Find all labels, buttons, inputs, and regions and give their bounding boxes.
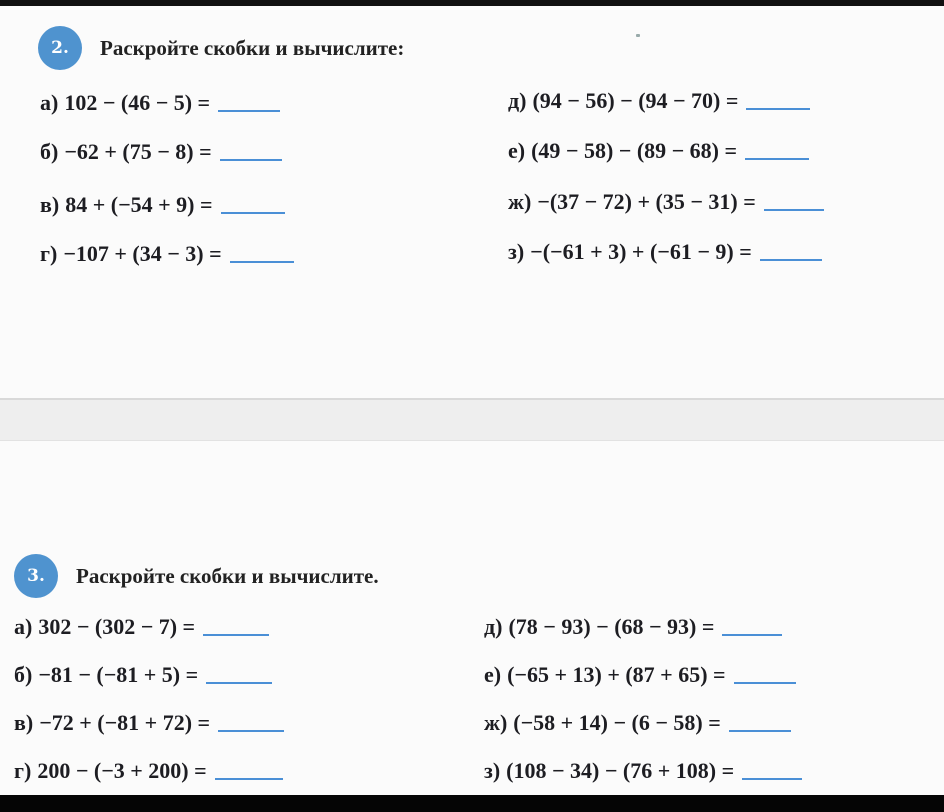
answer-blank[interactable]	[215, 778, 283, 780]
exercise-expression: 102 − (46 − 5) =	[64, 90, 211, 115]
answer-blank[interactable]	[764, 209, 824, 211]
exercise-letter: д)	[508, 88, 527, 113]
exercise-expression: (94 − 56) − (94 − 70) =	[532, 88, 739, 113]
answer-blank[interactable]	[218, 110, 280, 112]
exercise-letter: а)	[14, 614, 33, 639]
exercise-letter: г)	[14, 758, 32, 783]
exercise-letter: е)	[508, 138, 526, 163]
bottom-edge	[0, 795, 944, 812]
exercise-letter: е)	[484, 662, 502, 687]
answer-blank[interactable]	[734, 682, 796, 684]
task-2-exercise-b	[40, 139, 282, 165]
answer-blank[interactable]	[220, 159, 282, 161]
answer-blank[interactable]	[218, 730, 284, 732]
exercise-letter: ж)	[508, 189, 532, 214]
exercise-expression: (78 − 93) − (68 − 93) =	[508, 614, 715, 639]
exercise-letter: з)	[508, 239, 525, 264]
top-edge	[0, 0, 944, 6]
task-3-exercise-e	[484, 662, 796, 688]
exercise-expression: (−58 + 14) − (6 − 58) =	[513, 710, 721, 735]
exercise-expression: −(37 − 72) + (35 − 31) =	[537, 189, 756, 214]
exercise-expression: (49 − 58) − (89 − 68) =	[531, 138, 738, 163]
task-3-exercise-zh	[484, 710, 791, 736]
exercise-expression: −62 + (75 − 8) =	[64, 139, 212, 164]
task-2-exercise-z	[508, 239, 822, 265]
exercise-expression: 302 − (302 − 7) =	[38, 614, 196, 639]
exercise-letter: в)	[40, 192, 60, 217]
exercise-letter: а)	[40, 90, 59, 115]
task-3-exercise-v	[14, 710, 284, 736]
answer-blank[interactable]	[722, 634, 782, 636]
exercise-expression: −81 − (−81 + 5) =	[38, 662, 199, 687]
task-2-exercise-d	[508, 88, 810, 114]
task-3-exercise-g	[14, 758, 283, 784]
exercise-letter: д)	[484, 614, 503, 639]
page-divider	[0, 398, 944, 441]
task-3-exercise-a	[14, 614, 269, 640]
exercise-expression: 84 + (−54 + 9) =	[65, 192, 213, 217]
task-2-exercise-v	[40, 192, 285, 218]
answer-blank[interactable]	[221, 212, 285, 214]
answer-blank[interactable]	[746, 108, 810, 110]
exercise-expression: −72 + (−81 + 72) =	[39, 710, 211, 735]
task-2-exercise-zh	[508, 189, 824, 215]
answer-blank[interactable]	[760, 259, 822, 261]
exercise-expression: −107 + (34 − 3) =	[63, 241, 222, 266]
exercise-expression: 200 − (−3 + 200) =	[37, 758, 207, 783]
task-3-exercise-b	[14, 662, 272, 688]
task-2-title: Раскройте скобки и вычислите:	[100, 35, 405, 60]
answer-blank[interactable]	[206, 682, 272, 684]
exercise-letter: ж)	[484, 710, 508, 735]
task-2-exercise-g	[40, 241, 294, 267]
exercise-expression: −(−61 + 3) + (−61 − 9) =	[530, 239, 752, 264]
task-3-number-badge: 3.	[14, 554, 58, 598]
exercise-letter: б)	[14, 662, 33, 687]
task-3-exercise-d	[484, 614, 782, 640]
task-3-header	[14, 554, 379, 598]
answer-blank[interactable]	[230, 261, 294, 263]
exercise-expression: (−65 + 13) + (87 + 65) =	[507, 662, 726, 687]
exercise-letter: в)	[14, 710, 34, 735]
task-2-exercise-e	[508, 138, 809, 164]
page-speck	[636, 34, 640, 37]
answer-blank[interactable]	[745, 158, 809, 160]
task-3-exercise-z	[484, 758, 802, 784]
task-2-header	[38, 26, 404, 70]
answer-blank[interactable]	[203, 634, 269, 636]
exercise-letter: б)	[40, 139, 59, 164]
exercise-letter: г)	[40, 241, 58, 266]
task-3-title: Раскройте скобки и вычислите.	[76, 563, 379, 588]
answer-blank[interactable]	[742, 778, 802, 780]
exercise-letter: з)	[484, 758, 501, 783]
task-2-exercise-a	[40, 90, 280, 116]
answer-blank[interactable]	[729, 730, 791, 732]
task-2-number-badge: 2.	[38, 26, 82, 70]
exercise-expression: (108 − 34) − (76 + 108) =	[506, 758, 735, 783]
